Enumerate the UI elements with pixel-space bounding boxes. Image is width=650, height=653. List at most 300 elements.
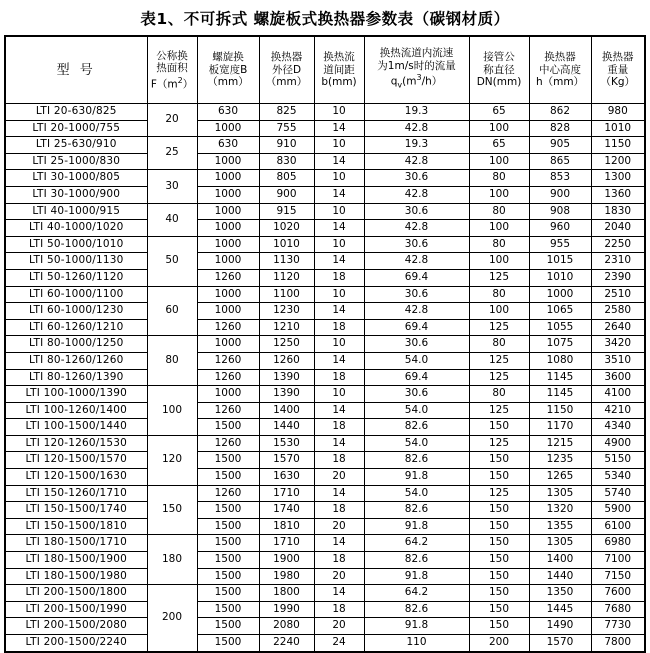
cell-weight: 4210 — [591, 402, 645, 419]
cell-nozzle-dn: 100 — [469, 120, 529, 137]
table-row — [5, 336, 645, 353]
cell-weight: 1300 — [591, 170, 645, 187]
cell-nozzle-dn: 150 — [469, 469, 529, 486]
table-row — [5, 319, 645, 336]
cell-area: 30 — [147, 170, 197, 203]
table-row — [5, 253, 645, 270]
table-row — [5, 485, 645, 502]
table-row — [5, 518, 645, 535]
cell-plate-width: 1000 — [197, 253, 259, 270]
cell-plate-width: 1500 — [197, 452, 259, 469]
table-row — [5, 186, 645, 203]
cell-center-height: 1015 — [529, 253, 591, 270]
cell-nozzle-dn: 100 — [469, 253, 529, 270]
cell-area: 100 — [147, 386, 197, 436]
cell-outer-diameter: 1130 — [259, 253, 314, 270]
cell-flow-rate: 30.6 — [364, 336, 469, 353]
cell-flow-rate: 91.8 — [364, 469, 469, 486]
cell-outer-diameter: 1390 — [259, 369, 314, 386]
table-row — [5, 452, 645, 469]
cell-outer-diameter: 1630 — [259, 469, 314, 486]
cell-channel-gap: 20 — [314, 469, 364, 486]
table-row — [5, 220, 645, 237]
cell-nozzle-dn: 150 — [469, 585, 529, 602]
cell-model: LTI 150-1500/1810 — [5, 518, 147, 535]
table-row — [5, 153, 645, 170]
table-row — [5, 435, 645, 452]
cell-channel-gap: 14 — [314, 120, 364, 137]
cell-flow-rate: 69.4 — [364, 269, 469, 286]
cell-plate-width: 1000 — [197, 386, 259, 403]
cell-plate-width: 1000 — [197, 186, 259, 203]
cell-model: LTI 25-630/910 — [5, 137, 147, 154]
cell-center-height: 1235 — [529, 452, 591, 469]
cell-weight: 4900 — [591, 435, 645, 452]
cell-outer-diameter: 755 — [259, 120, 314, 137]
cell-flow-rate: 54.0 — [364, 352, 469, 369]
cell-outer-diameter: 1570 — [259, 452, 314, 469]
cell-channel-gap: 10 — [314, 286, 364, 303]
cell-outer-diameter: 1710 — [259, 535, 314, 552]
cell-nozzle-dn: 200 — [469, 635, 529, 652]
cell-channel-gap: 14 — [314, 253, 364, 270]
cell-model: LTI 180-1500/1710 — [5, 535, 147, 552]
cell-outer-diameter: 1710 — [259, 485, 314, 502]
cell-center-height: 1305 — [529, 485, 591, 502]
cell-nozzle-dn: 150 — [469, 618, 529, 635]
cell-plate-width: 1500 — [197, 618, 259, 635]
cell-center-height: 1150 — [529, 402, 591, 419]
cell-flow-rate: 82.6 — [364, 452, 469, 469]
cell-center-height: 1145 — [529, 369, 591, 386]
table-row — [5, 269, 645, 286]
cell-model: LTI 30-1000/900 — [5, 186, 147, 203]
table-row — [5, 236, 645, 253]
cell-weight: 7680 — [591, 601, 645, 618]
cell-center-height: 1265 — [529, 469, 591, 486]
cell-plate-width: 1500 — [197, 518, 259, 535]
cell-model: LTI 120-1500/1630 — [5, 469, 147, 486]
cell-channel-gap: 10 — [314, 137, 364, 154]
cell-channel-gap: 20 — [314, 518, 364, 535]
cell-channel-gap: 18 — [314, 452, 364, 469]
page-title: 表1、不可拆式 螺旋板式换热器参数表（碳钢材质） — [140, 10, 510, 28]
cell-channel-gap: 14 — [314, 585, 364, 602]
table-row — [5, 286, 645, 303]
cell-weight: 2040 — [591, 220, 645, 237]
cell-channel-gap: 10 — [314, 104, 364, 121]
cell-model: LTI 50-1000/1130 — [5, 253, 147, 270]
cell-nozzle-dn: 125 — [469, 435, 529, 452]
cell-channel-gap: 14 — [314, 186, 364, 203]
cell-flow-rate: 91.8 — [364, 518, 469, 535]
cell-center-height: 1350 — [529, 585, 591, 602]
cell-flow-rate: 19.3 — [364, 104, 469, 121]
cell-nozzle-dn: 150 — [469, 535, 529, 552]
cell-nozzle-dn: 80 — [469, 203, 529, 220]
cell-plate-width: 1000 — [197, 303, 259, 320]
column-header-plate-width: 螺旋换 板宽度B （mm） — [197, 36, 259, 104]
cell-model: LTI 40-1000/1020 — [5, 220, 147, 237]
cell-channel-gap: 18 — [314, 269, 364, 286]
cell-nozzle-dn: 150 — [469, 552, 529, 569]
cell-outer-diameter: 1990 — [259, 601, 314, 618]
column-header-area: 公称换 热面积 $F(m^2)$ — [147, 36, 197, 104]
cell-model: LTI 60-1000/1230 — [5, 303, 147, 320]
cell-channel-gap: 18 — [314, 502, 364, 519]
cell-flow-rate: 42.8 — [364, 153, 469, 170]
cell-outer-diameter: 1980 — [259, 568, 314, 585]
cell-flow-rate: 69.4 — [364, 319, 469, 336]
cell-model: LTI 40-1000/915 — [5, 203, 147, 220]
cell-weight: 3420 — [591, 336, 645, 353]
table-row — [5, 303, 645, 320]
cell-plate-width: 1500 — [197, 585, 259, 602]
cell-weight: 4100 — [591, 386, 645, 403]
cell-weight: 5900 — [591, 502, 645, 519]
cell-model: LTI 180-1500/1900 — [5, 552, 147, 569]
cell-area: 120 — [147, 435, 197, 485]
cell-channel-gap: 14 — [314, 153, 364, 170]
cell-weight: 7730 — [591, 618, 645, 635]
cell-plate-width: 1260 — [197, 435, 259, 452]
cell-nozzle-dn: 65 — [469, 137, 529, 154]
cell-area: 20 — [147, 104, 197, 137]
cell-center-height: 1065 — [529, 303, 591, 320]
table-row — [5, 469, 645, 486]
cell-weight: 980 — [591, 104, 645, 121]
cell-model: LTI 60-1000/1100 — [5, 286, 147, 303]
table-row — [5, 601, 645, 618]
cell-center-height: 1305 — [529, 535, 591, 552]
cell-channel-gap: 18 — [314, 419, 364, 436]
cell-outer-diameter: 805 — [259, 170, 314, 187]
cell-plate-width: 1260 — [197, 352, 259, 369]
cell-outer-diameter: 1260 — [259, 352, 314, 369]
cell-plate-width: 1260 — [197, 269, 259, 286]
table-row — [5, 170, 645, 187]
cell-channel-gap: 14 — [314, 352, 364, 369]
cell-center-height: 1320 — [529, 502, 591, 519]
cell-center-height: 1000 — [529, 286, 591, 303]
cell-nozzle-dn: 150 — [469, 419, 529, 436]
cell-weight: 2580 — [591, 303, 645, 320]
cell-plate-width: 1260 — [197, 402, 259, 419]
cell-channel-gap: 18 — [314, 369, 364, 386]
cell-flow-rate: 69.4 — [364, 369, 469, 386]
cell-outer-diameter: 1250 — [259, 336, 314, 353]
cell-plate-width: 630 — [197, 137, 259, 154]
cell-flow-rate: 19.3 — [364, 137, 469, 154]
cell-center-height: 1570 — [529, 635, 591, 652]
cell-center-height: 1145 — [529, 386, 591, 403]
cell-plate-width: 1500 — [197, 535, 259, 552]
cell-channel-gap: 10 — [314, 170, 364, 187]
cell-center-height: 1075 — [529, 336, 591, 353]
cell-plate-width: 630 — [197, 104, 259, 121]
cell-weight: 2510 — [591, 286, 645, 303]
cell-center-height: 865 — [529, 153, 591, 170]
cell-weight: 6100 — [591, 518, 645, 535]
cell-weight: 2250 — [591, 236, 645, 253]
cell-area: 40 — [147, 203, 197, 236]
column-header-outer-diameter: 换热器 外径D （mm） — [259, 36, 314, 104]
cell-channel-gap: 14 — [314, 303, 364, 320]
cell-model: LTI 50-1260/1120 — [5, 269, 147, 286]
spec-table — [4, 35, 646, 653]
cell-nozzle-dn: 80 — [469, 170, 529, 187]
cell-area: 200 — [147, 585, 197, 652]
cell-outer-diameter: 1020 — [259, 220, 314, 237]
cell-plate-width: 1260 — [197, 319, 259, 336]
column-header-center-height: 换热器 中心高度 h（mm） — [529, 36, 591, 104]
cell-plate-width: 1500 — [197, 635, 259, 652]
cell-weight: 5740 — [591, 485, 645, 502]
cell-plate-width: 1500 — [197, 568, 259, 585]
cell-flow-rate: 30.6 — [364, 170, 469, 187]
cell-weight: 7100 — [591, 552, 645, 569]
cell-flow-rate: 82.6 — [364, 552, 469, 569]
cell-plate-width: 1500 — [197, 419, 259, 436]
cell-model: LTI 200-1500/1800 — [5, 585, 147, 602]
cell-outer-diameter: 1230 — [259, 303, 314, 320]
cell-weight: 1200 — [591, 153, 645, 170]
cell-channel-gap: 14 — [314, 535, 364, 552]
cell-outer-diameter: 1440 — [259, 419, 314, 436]
cell-model: LTI 30-1000/805 — [5, 170, 147, 187]
table-body — [5, 104, 645, 652]
cell-area: 80 — [147, 336, 197, 386]
cell-nozzle-dn: 80 — [469, 336, 529, 353]
cell-center-height: 1445 — [529, 601, 591, 618]
cell-center-height: 908 — [529, 203, 591, 220]
cell-model: LTI 60-1260/1210 — [5, 319, 147, 336]
cell-flow-rate: 42.8 — [364, 253, 469, 270]
cell-channel-gap: 18 — [314, 552, 364, 569]
cell-center-height: 960 — [529, 220, 591, 237]
cell-flow-rate: 82.6 — [364, 601, 469, 618]
cell-plate-width: 1000 — [197, 336, 259, 353]
cell-nozzle-dn: 100 — [469, 303, 529, 320]
cell-center-height: 1080 — [529, 352, 591, 369]
cell-weight: 7800 — [591, 635, 645, 652]
cell-area: 25 — [147, 137, 197, 170]
cell-nozzle-dn: 80 — [469, 236, 529, 253]
cell-channel-gap: 24 — [314, 635, 364, 652]
cell-flow-rate: 30.6 — [364, 386, 469, 403]
cell-weight: 3600 — [591, 369, 645, 386]
cell-flow-rate: 30.6 — [364, 286, 469, 303]
table-row — [5, 104, 645, 121]
column-header-area-unit: $F(m^2)$ — [150, 75, 194, 90]
table-row — [5, 568, 645, 585]
cell-channel-gap: 10 — [314, 203, 364, 220]
cell-flow-rate: 82.6 — [364, 419, 469, 436]
table-header-row — [5, 36, 645, 104]
cell-outer-diameter: 2080 — [259, 618, 314, 635]
cell-weight: 1150 — [591, 137, 645, 154]
cell-channel-gap: 18 — [314, 601, 364, 618]
cell-plate-width: 1500 — [197, 552, 259, 569]
cell-outer-diameter: 900 — [259, 186, 314, 203]
cell-center-height: 1010 — [529, 269, 591, 286]
table-row — [5, 402, 645, 419]
cell-model: LTI 200-1500/1990 — [5, 601, 147, 618]
cell-weight: 7600 — [591, 585, 645, 602]
cell-model: LTI 200-1500/2240 — [5, 635, 147, 652]
cell-flow-rate: 30.6 — [364, 236, 469, 253]
cell-nozzle-dn: 125 — [469, 352, 529, 369]
cell-plate-width: 1000 — [197, 236, 259, 253]
cell-weight: 7150 — [591, 568, 645, 585]
table-row — [5, 203, 645, 220]
cell-weight: 4340 — [591, 419, 645, 436]
cell-flow-rate: 64.2 — [364, 535, 469, 552]
table-row — [5, 120, 645, 137]
cell-outer-diameter: 1390 — [259, 386, 314, 403]
column-header-flow-unit: $q_v(m^3/h)$ — [390, 73, 443, 91]
cell-outer-diameter: 1210 — [259, 319, 314, 336]
cell-flow-rate: 64.2 — [364, 585, 469, 602]
cell-plate-width: 1500 — [197, 469, 259, 486]
cell-flow-rate: 42.8 — [364, 303, 469, 320]
cell-model: LTI 20-1000/755 — [5, 120, 147, 137]
cell-model: LTI 150-1260/1710 — [5, 485, 147, 502]
cell-flow-rate: 54.0 — [364, 485, 469, 502]
cell-nozzle-dn: 65 — [469, 104, 529, 121]
table-row — [5, 585, 645, 602]
cell-channel-gap: 10 — [314, 386, 364, 403]
cell-channel-gap: 14 — [314, 485, 364, 502]
cell-outer-diameter: 1010 — [259, 236, 314, 253]
cell-nozzle-dn: 100 — [469, 186, 529, 203]
table-row — [5, 137, 645, 154]
cell-channel-gap: 10 — [314, 236, 364, 253]
cell-outer-diameter: 1800 — [259, 585, 314, 602]
cell-channel-gap: 14 — [314, 220, 364, 237]
cell-channel-gap: 14 — [314, 402, 364, 419]
cell-weight: 3510 — [591, 352, 645, 369]
cell-outer-diameter: 1530 — [259, 435, 314, 452]
cell-outer-diameter: 915 — [259, 203, 314, 220]
cell-flow-rate: 42.8 — [364, 220, 469, 237]
cell-flow-rate: 42.8 — [364, 120, 469, 137]
cell-flow-rate: 42.8 — [364, 186, 469, 203]
cell-nozzle-dn: 80 — [469, 286, 529, 303]
cell-area: 150 — [147, 485, 197, 535]
cell-plate-width: 1000 — [197, 170, 259, 187]
cell-plate-width: 1000 — [197, 120, 259, 137]
cell-center-height: 862 — [529, 104, 591, 121]
cell-plate-width: 1260 — [197, 369, 259, 386]
cell-weight: 1360 — [591, 186, 645, 203]
cell-outer-diameter: 1400 — [259, 402, 314, 419]
cell-channel-gap: 10 — [314, 336, 364, 353]
cell-nozzle-dn: 125 — [469, 485, 529, 502]
cell-nozzle-dn: 150 — [469, 518, 529, 535]
cell-area: 180 — [147, 535, 197, 585]
cell-model: LTI 100-1000/1390 — [5, 386, 147, 403]
cell-plate-width: 1500 — [197, 601, 259, 618]
table-row — [5, 386, 645, 403]
table-row — [5, 618, 645, 635]
cell-outer-diameter: 1900 — [259, 552, 314, 569]
column-header-nozzle-dn: 接管公 称直径 DN(mm) — [469, 36, 529, 104]
cell-model: LTI 100-1260/1400 — [5, 402, 147, 419]
cell-weight: 2390 — [591, 269, 645, 286]
cell-nozzle-dn: 100 — [469, 220, 529, 237]
cell-flow-rate: 91.8 — [364, 568, 469, 585]
cell-outer-diameter: 1810 — [259, 518, 314, 535]
cell-weight: 6980 — [591, 535, 645, 552]
table-row — [5, 635, 645, 652]
cell-weight: 5150 — [591, 452, 645, 469]
cell-outer-diameter: 1120 — [259, 269, 314, 286]
cell-plate-width: 1260 — [197, 485, 259, 502]
cell-nozzle-dn: 150 — [469, 452, 529, 469]
cell-weight: 2640 — [591, 319, 645, 336]
cell-model: LTI 150-1500/1740 — [5, 502, 147, 519]
cell-nozzle-dn: 150 — [469, 601, 529, 618]
cell-model: LTI 80-1260/1260 — [5, 352, 147, 369]
cell-model: LTI 120-1260/1530 — [5, 435, 147, 452]
cell-nozzle-dn: 100 — [469, 153, 529, 170]
cell-nozzle-dn: 150 — [469, 568, 529, 585]
cell-nozzle-dn: 125 — [469, 369, 529, 386]
cell-flow-rate: 54.0 — [364, 402, 469, 419]
cell-model: LTI 120-1500/1570 — [5, 452, 147, 469]
cell-plate-width: 1000 — [197, 220, 259, 237]
cell-model: LTI 80-1260/1390 — [5, 369, 147, 386]
cell-model: LTI 80-1000/1250 — [5, 336, 147, 353]
cell-plate-width: 1000 — [197, 286, 259, 303]
cell-nozzle-dn: 80 — [469, 386, 529, 403]
cell-area: 50 — [147, 236, 197, 286]
cell-outer-diameter: 910 — [259, 137, 314, 154]
cell-weight: 2310 — [591, 253, 645, 270]
cell-center-height: 1355 — [529, 518, 591, 535]
cell-center-height: 1055 — [529, 319, 591, 336]
cell-model: LTI 100-1500/1440 — [5, 419, 147, 436]
cell-model: LTI 25-1000/830 — [5, 153, 147, 170]
cell-channel-gap: 18 — [314, 319, 364, 336]
cell-channel-gap: 20 — [314, 618, 364, 635]
cell-center-height: 853 — [529, 170, 591, 187]
cell-flow-rate: 82.6 — [364, 502, 469, 519]
table-row — [5, 552, 645, 569]
cell-area: 60 — [147, 286, 197, 336]
cell-nozzle-dn: 125 — [469, 402, 529, 419]
cell-center-height: 900 — [529, 186, 591, 203]
table-row — [5, 419, 645, 436]
cell-center-height: 905 — [529, 137, 591, 154]
column-header-model: 型 号 — [5, 36, 147, 104]
cell-center-height: 828 — [529, 120, 591, 137]
cell-model: LTI 50-1000/1010 — [5, 236, 147, 253]
cell-center-height: 1490 — [529, 618, 591, 635]
column-header-channel-gap: 换热流 道间距 b(mm) — [314, 36, 364, 104]
cell-center-height: 1170 — [529, 419, 591, 436]
table-row — [5, 352, 645, 369]
cell-flow-rate: 91.8 — [364, 618, 469, 635]
cell-weight: 5340 — [591, 469, 645, 486]
cell-outer-diameter: 2240 — [259, 635, 314, 652]
cell-plate-width: 1000 — [197, 203, 259, 220]
cell-model: LTI 20-630/825 — [5, 104, 147, 121]
cell-nozzle-dn: 150 — [469, 502, 529, 519]
cell-outer-diameter: 1100 — [259, 286, 314, 303]
cell-center-height: 955 — [529, 236, 591, 253]
